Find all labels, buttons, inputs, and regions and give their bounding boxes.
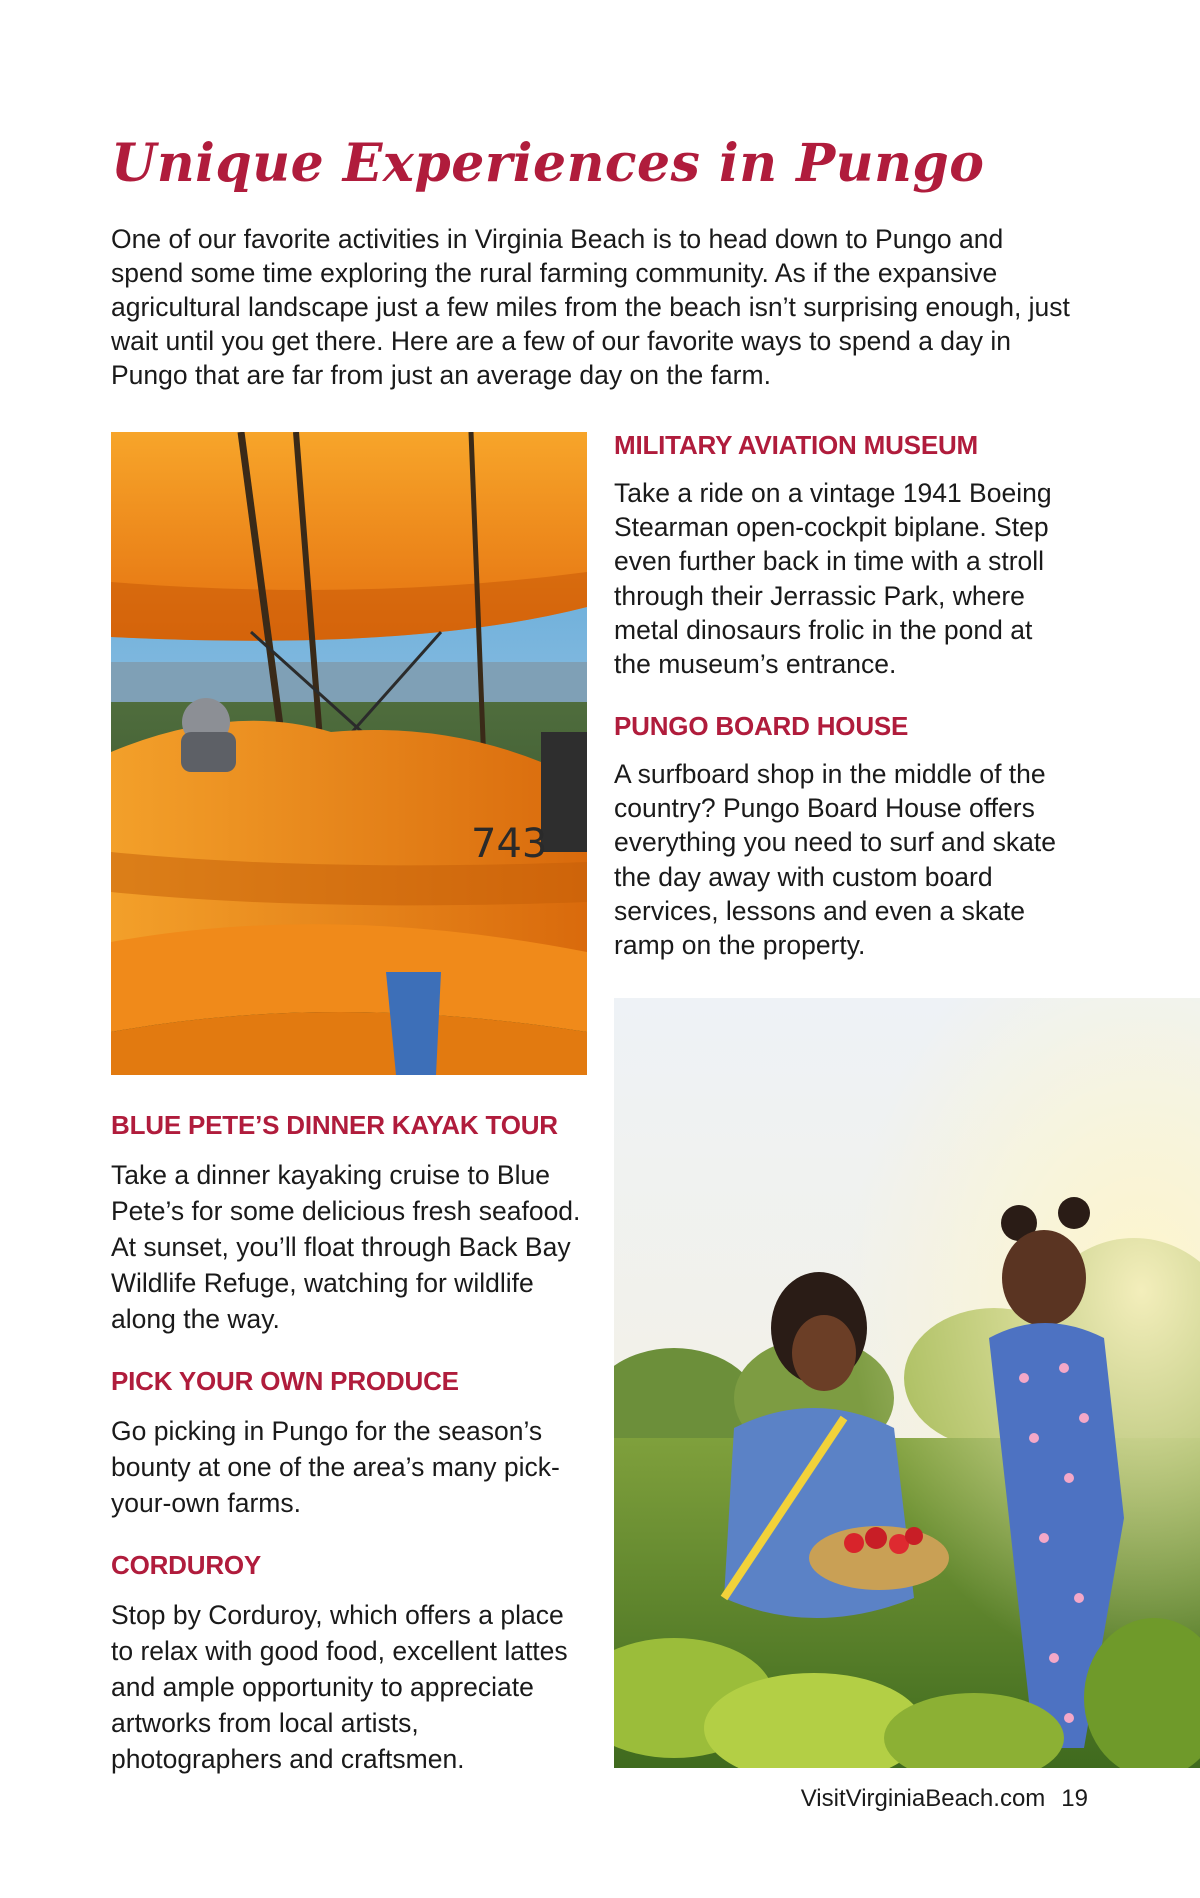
- text-pungo-board-house: A surfboard shop in the middle of the country? Pungo Board House offers everything you need to surf and skate the day away with custom board services, lessons and even a skate ramp on the property.: [614, 759, 1056, 961]
- text-military-aviation-museum: Take a ride on a vintage 1941 Boeing Stearman open-cockpit biplane. Step even further back in time with a stroll through their Jerrassic Park, where metal dinosaurs frolic in the pond at the museum’s entrance.: [614, 478, 1052, 680]
- heading-corduroy: CORDUROY: [111, 1550, 262, 1580]
- page-number: 19: [1061, 1785, 1088, 1812]
- heading-blue-petes-kayak-tour: BLUE PETE’S DINNER KAYAK TOUR: [111, 1110, 558, 1140]
- strawberry-picking-photo: [614, 998, 1200, 1768]
- intro-paragraph: One of our favorite activities in Virginia Beach is to head down to Pungo and spend some time exploring the rural farming community. As if the expansive agricultural landscape just a few miles from the beach isn’t surprising enough, just wait until you get there. Here are a few of our favorite ways to spend a day in Pungo that are far from just an average day on the farm.: [111, 224, 1070, 390]
- heading-pungo-board-house: PUNGO BOARD HOUSE: [614, 711, 909, 741]
- text-pick-your-own-produce: Go picking in Pungo for the season’s bounty at one of the area’s many pick-your-own farms.: [111, 1416, 560, 1518]
- biplane-photo: [111, 432, 587, 1075]
- page-footer: [801, 1785, 1088, 1813]
- biplane-illustration: [111, 432, 587, 1075]
- heading-pick-your-own-produce: PICK YOUR OWN PRODUCE: [111, 1366, 459, 1396]
- tail-number-text: 743: [471, 821, 548, 867]
- text-corduroy: Stop by Corduroy, which offers a place to relax with good food, excellent lattes and ample opportunity to appreciate artworks from local artists, photographers and craftsmen.: [111, 1600, 568, 1774]
- heading-military-aviation-museum: MILITARY AVIATION MUSEUM: [614, 430, 978, 460]
- page-title: Unique Experiences in Pungo: [111, 133, 985, 194]
- text-blue-petes-kayak-tour: Take a dinner kayaking cruise to Blue Pete’s for some delicious fresh seafood. At sunset, you’ll float through Back Bay Wildlife Refuge, watching for wildlife along the way.: [111, 1160, 581, 1334]
- footer-site: VisitVirginiaBeach.com: [800, 1785, 1046, 1812]
- strawberry-picking-illustration: [614, 998, 1200, 1768]
